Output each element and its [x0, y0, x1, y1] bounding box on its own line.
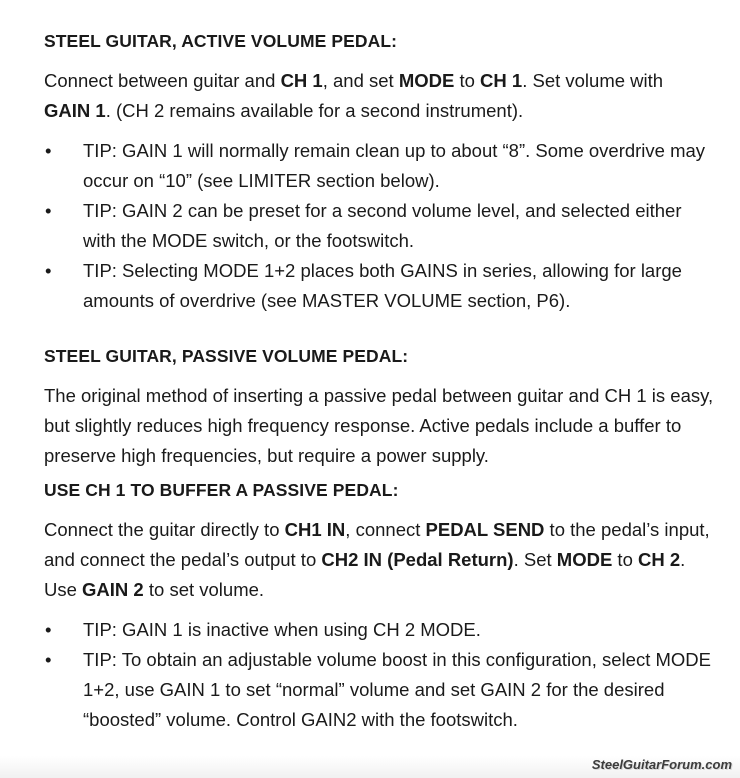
- section-passive-volume-pedal: [44, 346, 714, 471]
- text-run: , and set: [322, 70, 399, 91]
- list-item: [44, 196, 714, 256]
- text-run: to: [454, 70, 481, 91]
- bold-term: CH2 IN (Pedal Return): [321, 549, 514, 570]
- text-run: , connect: [345, 519, 426, 540]
- bullet-glyph: •: [45, 200, 52, 221]
- section-paragraph: [44, 66, 714, 126]
- list-item: [44, 256, 714, 316]
- tips-list: [44, 615, 714, 735]
- tip-text: TIP: Selecting MODE 1+2 places both GAINS in series, allowing for large amounts of overdrive (see MASTER VOLUME section, P6).: [83, 260, 682, 311]
- bold-term: CH 1: [480, 70, 523, 91]
- bullet-glyph: •: [45, 140, 52, 161]
- tip-text: TIP: GAIN 2 can be preset for a second volume level, and selected either with the MODE switch, or the footswitch.: [83, 200, 682, 251]
- list-item: [44, 645, 714, 735]
- text-run: to: [612, 549, 639, 570]
- bold-term: MODE: [398, 70, 455, 91]
- text-run: . Set: [513, 549, 557, 570]
- bold-term: MODE: [556, 549, 613, 570]
- section-paragraph: [44, 381, 714, 471]
- bullet-glyph: •: [45, 619, 52, 640]
- section-buffer-passive-pedal: [44, 480, 714, 735]
- text-run: The original method of inserting a passive pedal between guitar and CH 1 is easy, but slightly reduces high frequency response. Active pedals include a buffer to preserve high frequencies, but require a power supply.: [44, 385, 714, 466]
- list-item: [44, 615, 714, 645]
- tip-text: TIP: GAIN 1 is inactive when using CH 2 MODE.: [83, 619, 481, 640]
- bold-term: CH1 IN: [284, 519, 346, 540]
- tip-text: TIP: GAIN 1 will normally remain clean up to about “8”. Some overdrive may occur on “10” (see LIMITER section below).: [83, 140, 706, 191]
- text-run: to set volume.: [143, 579, 265, 600]
- list-item: [44, 136, 714, 196]
- text-run: Connect between guitar and: [44, 70, 281, 91]
- text-run: . Set volume with: [522, 70, 664, 91]
- bullet-glyph: •: [45, 260, 52, 281]
- bold-term: CH 2: [638, 549, 681, 570]
- tip-text: TIP: To obtain an adjustable volume boost in this configuration, select MODE 1+2, use GAIN 1 to set “normal” volume and set GAIN 2 for the desired “boosted” volume. Control GAIN2 with the footswitch.: [83, 649, 711, 730]
- section-heading: STEEL GUITAR, PASSIVE VOLUME PEDAL:: [44, 346, 409, 366]
- text-run: to the pedal’s input, and connect the pedal’s output to: [44, 519, 710, 570]
- section-heading: USE CH 1 TO BUFFER A PASSIVE PEDAL:: [44, 480, 399, 500]
- tips-list: [44, 136, 714, 316]
- section-paragraph: [44, 515, 714, 605]
- bold-term: PEDAL SEND: [425, 519, 545, 540]
- section-active-volume-pedal: [44, 31, 714, 316]
- bold-term: CH 1: [280, 70, 323, 91]
- text-run: . Use: [44, 549, 686, 600]
- bullet-glyph: •: [45, 649, 52, 670]
- text-run: Connect the guitar directly to: [44, 519, 285, 540]
- watermark: SteelGuitarForum.com: [591, 757, 732, 772]
- bold-term: GAIN 2: [82, 579, 144, 600]
- text-run: . (CH 2 remains available for a second instrument).: [105, 100, 524, 121]
- bold-term: GAIN 1: [44, 100, 106, 121]
- section-heading: STEEL GUITAR, ACTIVE VOLUME PEDAL:: [44, 31, 398, 51]
